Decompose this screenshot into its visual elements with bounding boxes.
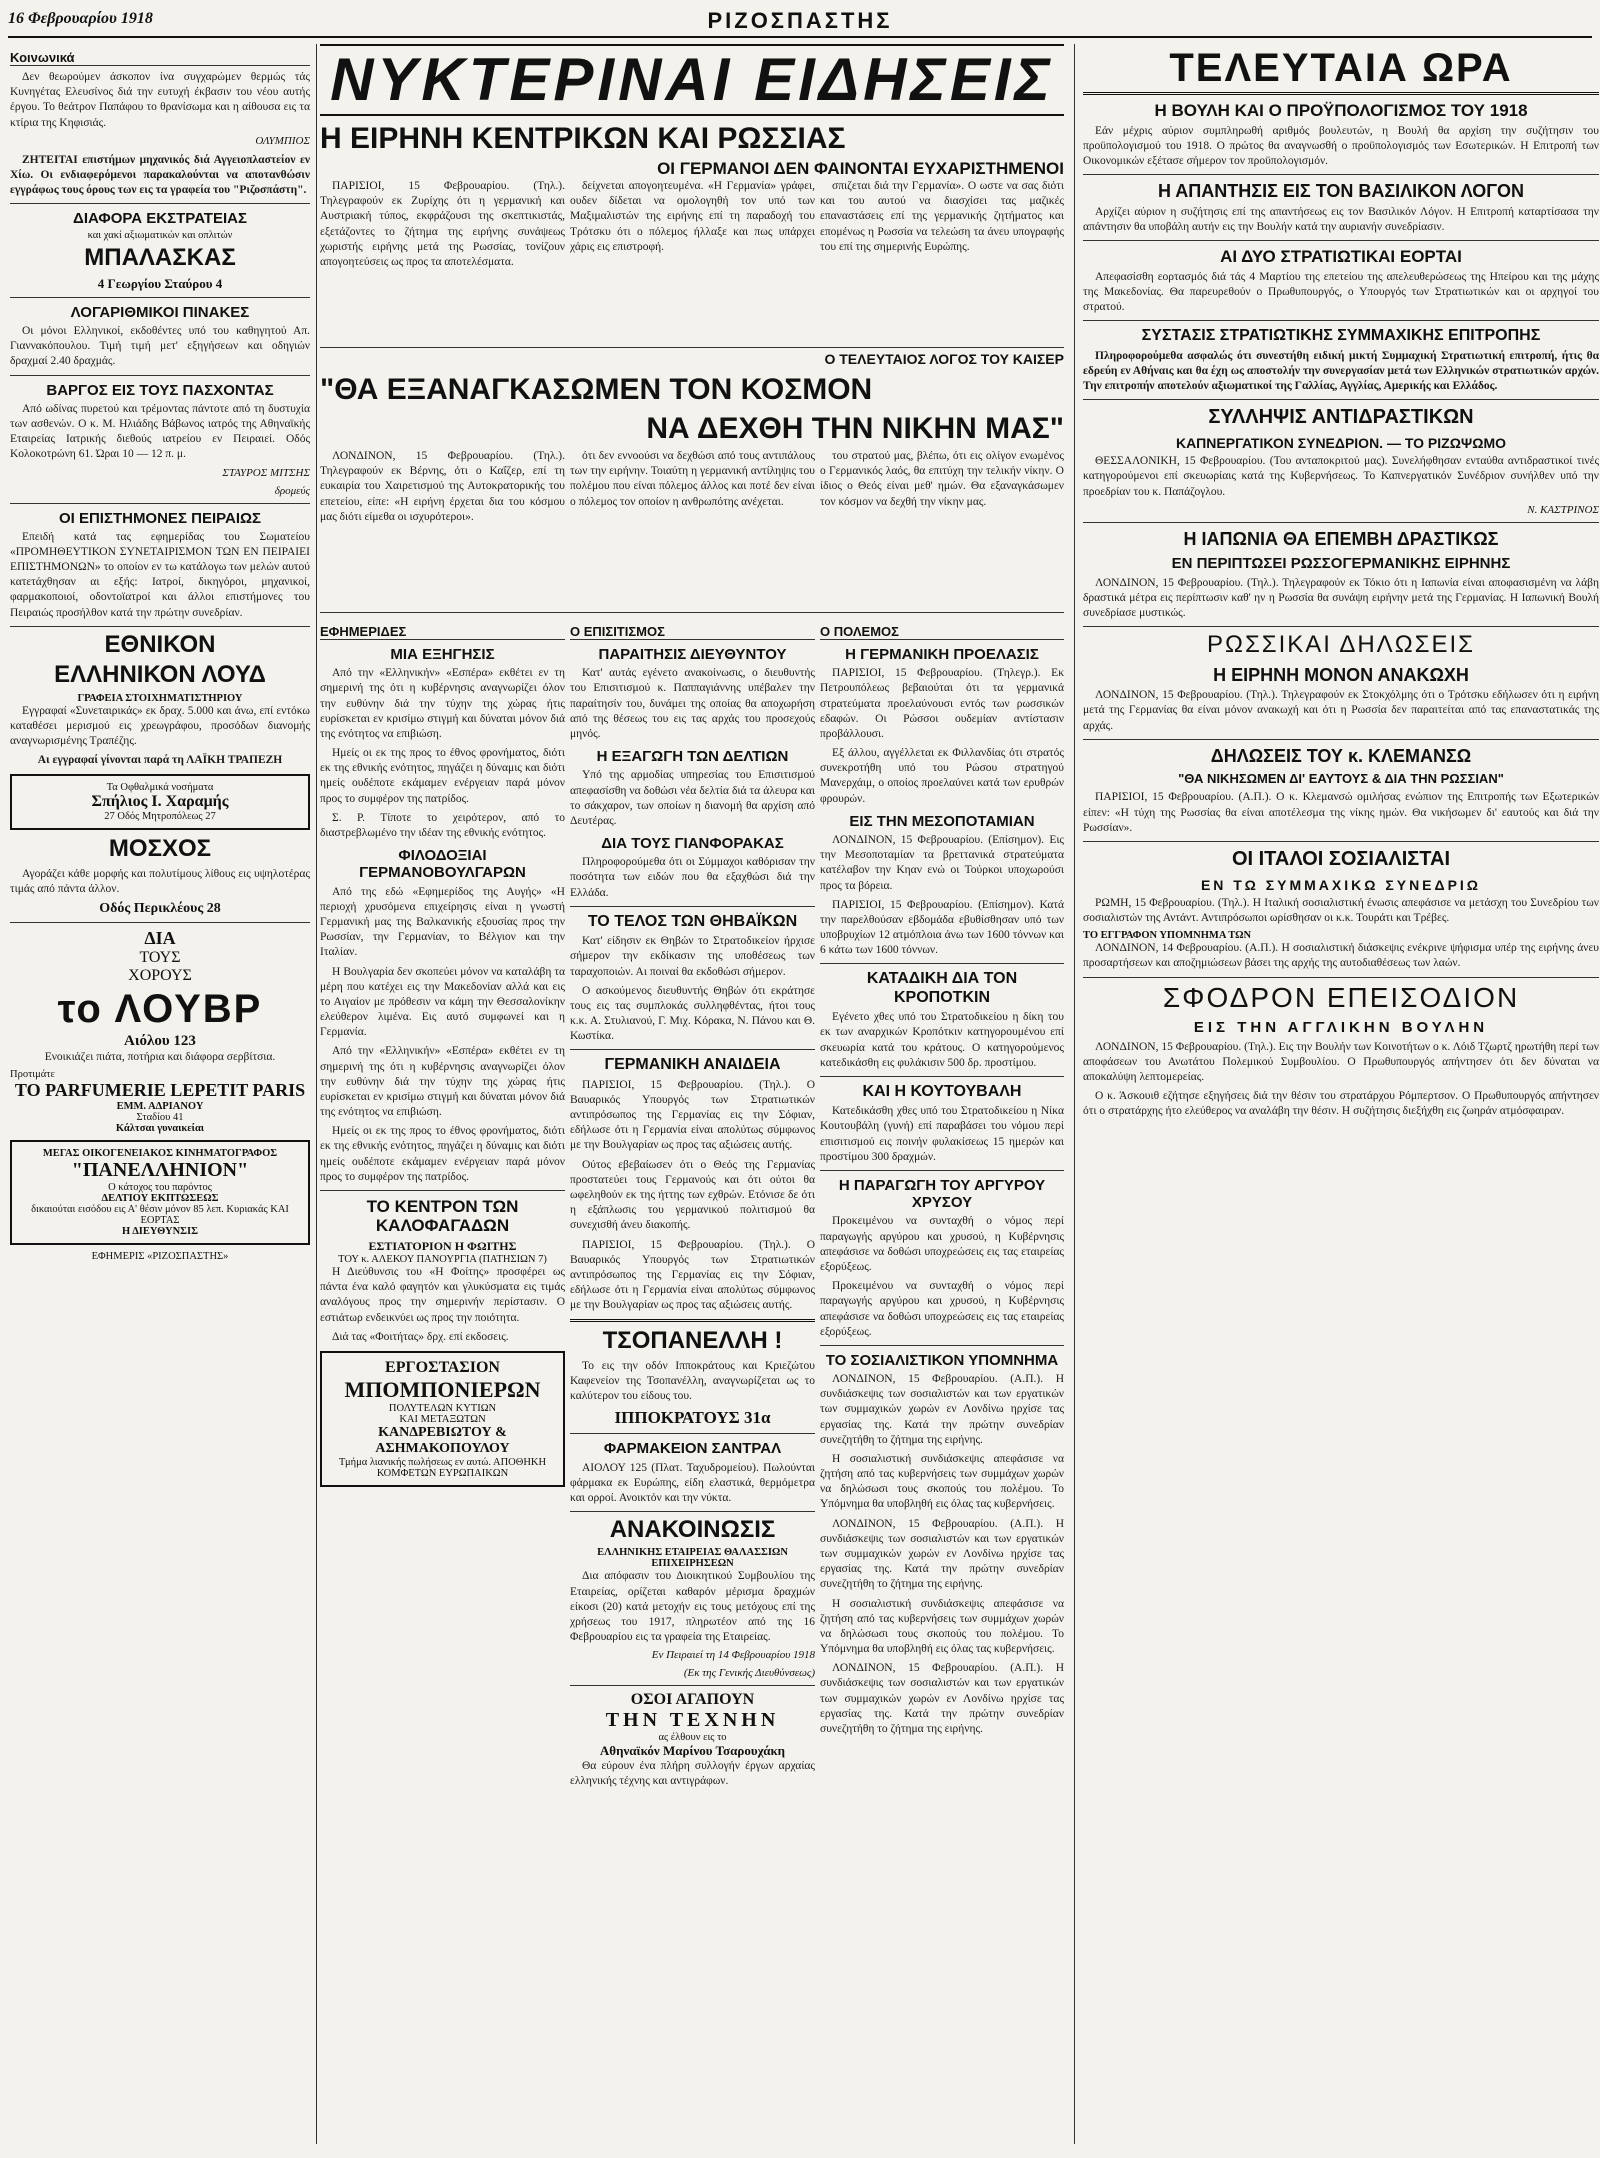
budget-text: Εάν μέχρις αύριον συμπληρωθή αριθμός βουλευτών, η Βουλή θα αρχίση την συζήτησιν του προϋπολογισμού του 1918. Ο πρώτος θα αναγνωσθή ο προϋπολογισμός των Εσωτερικών. Η Επιτροπή των Οικονομικών εξέτασε σήμερον τον προϋπολογισμόν. [1083, 124, 1599, 167]
incident-text-2: Ο κ. Άσκουιθ εζήτησε εξηγήσεις διά την θέσιν του στρατάρχου Ρόμπερτσον. Ο Πρωθυπουργός απήντησεν ότι ο στρατάρχης ήτο ελεύθερος να αναλάβη την θέσιν. Η συζήτησις διεξήχθη εις ζωηράν ατμόσφαιραν. [1083, 1090, 1599, 1118]
ergo-line-6: Τμήμα λιανικής πωλήσεως εν αυτώ. ΑΠΟΘΗΚΗ ΚΟΜΦΕΤΩΝ ΕΥΡΩΠΑΙΚΩΝ [338, 1456, 547, 1479]
germ-p1: ΠΑΡΙΣΙΟΙ, 15 Φεβρουαρίου. (Τηλ.). Ο Βαυαρικός Υπουργός των Στρατιωτικών αντιπρόσωπος της Γερμανίας εις την Σόφιαν, εδήλωσε ότι η Γερμανία είναι απολύτως σύμφωνος με την Βουλγαρίαν ως προς τας αξιώσεις αυτής. [570, 1078, 815, 1152]
cinema-coupon [10, 1140, 310, 1245]
ergo-line-4: ΚΑΙ ΜΕΤΑΞΩΤΩΝ [399, 1413, 486, 1425]
anakoinosis-date: Εν Πειραιεί τη 14 Φεβρουαρίου 1918 [651, 1649, 815, 1662]
anakoinosis-sub: ΕΛΛΗΝΙΚΗΣ ΕΤΑΙΡΕΙΑΣ ΘΑΛΑΣΣΙΩΝ ΕΠΙΧΕΙΡΗΣΕΩΝ [597, 1547, 788, 1570]
kalofagadon-title: ΤΟ ΚΕΝΤΡΟΝ ΤΩΝ ΚΑΛΟΦΑΓΑΔΩΝ [366, 1196, 519, 1236]
bargos-text: Από ωδίνας πυρετού και τρέμοντας πάντοτε από τη δυστυχία των ασθενών. Ο κ. Μ. Ηλιάδης Βάβωνος ιατρός της Αθηναϊκής Εταιρείας Ιατρικής διεθούς ιατρείου εν Πειραιεί. Οδός Κολοκοτρώνη 61. Ώραι 10 — 12 π. μ. [10, 402, 310, 461]
koutouvali-text: Κατεδικάσθη χθες υπό του Στρατοδικείου η Νίκα Κουτουβάλη (γυνή) επί παραβάσει του νόμου περί επισιτισμού εις ποινήν φυλακίσεως 15 ημερών και προστίμου 300 δραχμών. [820, 1105, 1064, 1163]
peace-p3: σπιζεται διά την Γερμανία». Ο ωστε να σας διότι και του αυτού να διασχίσει τας μαζικές επαναστάσεις επί της γερμανικής ζητήματος και επομένως η Ρωσσία να τελεώση τα άνευ υπογραφής του επί της σημερινής Ευρώπης. [820, 180, 1064, 253]
farmakeion-text: ΑΙΟΛΟΥ 125 (Πλατ. Ταχυδρομείου). Πωλούνται φάρμακα εκ Ευρώπης, είδη ελαστικά, θερμόμετρα και ορροί. Ανοικτόν και την νύκτα. [570, 1461, 815, 1504]
bargos-signature: ΣΤΑΥΡΟΣ ΜΙΤΣΗΣ [222, 466, 310, 479]
night-news-title: ΝΥΚΤΕΡΙΝΑΙ ΕΙΔΗΣΕΙΣ [320, 44, 1064, 116]
phil-p4: Ημείς οι εκ της προς το έθνος φρονήματος, διότι εκ της εθνικής ενότητος, πηγάζει η δύναμις και διότι ημείς ουδέποτε εκάμαμεν ενέργειαν παρά μόνον προς το συμφέρον της πατρίδος. [320, 1125, 565, 1183]
diaboroa-sub: και χακί αξιωματικών και οπλιτών [87, 230, 233, 242]
sos-p3: ΛΟΝΔΙΝΟΝ, 15 Φεβρουαρίου. (Α.Π.). Η συνδιάσκεψις των σοσιαλιστών και των εργατικών των συμμαχικών χωρών εν Λονδίνω ηρχίσε τας εργασίας της. Κατά την πρώτην συνεδρίαν συνεζητήθη το ζήτημα της ειρήνης. [820, 1517, 1064, 1591]
paragogi-text-2: Προκειμένου να συνταχθή ο νόμος περί παραγωγής αργύρου και χρυσού, η Κυβέρνησις απεφάσισε να δοθώσι υποχρεώσεις εις τας εταιρείας εξορύξεως. [820, 1280, 1064, 1338]
cinema-line-5: δικαιούται εισόδου εις Α' θέσιν μόνον 85 λεπ. Κυριακάς ΚΑΙ ΕΟΡΤΑΣ [31, 1204, 289, 1227]
koinonika-signature: ΟΛΥΜΠΙΟΣ [255, 134, 310, 147]
anakoinosis-title: ΑΝΑΚΟΙΝΩΣΙΣ [609, 1516, 776, 1544]
louvr-dia: ΔΙΑ [144, 928, 176, 949]
ergostasion-ad [320, 1351, 565, 1487]
phil-p3: Από την «Ελληνικήν» «Εσπέρα» εκθέτει εν τη σημερινή της ότι η κυβέρνησις αναγνωρίζει όλον την ευθύνην διά την τύχην της χώρας ήτις ευρίσκεται εν κρισίμω στιγμή και δύναται μόνον διά της ενότητος να επιβιώση. [320, 1045, 565, 1119]
balaskas-address: 4 Γεωργίου Σταύρου 4 [97, 275, 223, 291]
footer-note: ΕΦΗΜΕΡΙΣ «ΡΙΖΟΣΠΑΣΤΗΣ» [91, 1251, 229, 1263]
incident-text-1: ΛΟΝΔΙΝΟΝ, 15 Φεβρουαρίου. (Τηλ.). Εις την Βουλήν των Κοινοτήτων ο κ. Λόιδ Τζωρτζ ηρωτήθη περί των αποφάσεων του Ανωτάτου Πολεμικού Συμβουλίου. Ο Πρωθυπουργός απήντησεν ότι δεν δύναται να αποκαλύψη λεπτομερείας. [1083, 1040, 1599, 1084]
incident-subheadline: ΕΙΣ ΤΗΝ ΑΓΓΛΙΚΗΝ ΒΟΥΛΗΝ [1193, 1019, 1489, 1037]
ergo-line-3: ΠΟΛΥΤΕΛΩΝ ΚΥΤΙΩΝ [388, 1402, 497, 1414]
ephimerides-title: ΕΦΗΜΕΡΙΔΕΣ [320, 624, 565, 640]
ergo-line-5: ΚΑΝΔΡΕΒΙΩΤΟΥ & ΑΣΗΜΑΚΟΠΟΥΛΟΥ [375, 1424, 510, 1456]
tsopanelli-title: ΤΣΟΠΑΝΕΛΛΗ ! [602, 1327, 783, 1355]
russian-statements-headline: ΡΩΣΣΙΚΑΙ ΔΗΛΩΣΕΙΣ [1207, 631, 1475, 659]
kalofagadon-address: ΤΟΥ κ. ΑΛΕΚΟΥ ΠΑΝΟΥΡΓΙΑ (ΠΑΤΗΣΙΩΝ 7) [338, 1254, 547, 1265]
episitismos-title: Ο ΕΠΙΣΙΤΙΣΜΟΣ [570, 624, 815, 640]
louvr-text: Ενοικιάζει πιάτα, ποτήρια και διάφορα σερβίτσια. [44, 1051, 276, 1064]
kalofagadon-sub: ΕΣΤΙΑΤΟΡΙΟΝ Η ΦΩΙΤΗΣ [368, 1239, 517, 1253]
ethnikon-title-2: ΕΛΛΗΝΙΚΟΝ ΛΟΥΔ [54, 661, 266, 689]
clemenceau-text: ΠΑΡΙΣΙΟΙ, 15 Φεβρουαρίου. (Α.Π.). Ο κ. Κλεμανσώ ομιλήσας ενώπιον της Επιτροπής των Εξωτερικών είπεν: «Η τύχη της Ρωσσίας θα είναι αποτέλεσμα της νίκης ημών. Θα νικήσωμεν δι' εαυτούς και διά την Ρωσσίαν». [1083, 791, 1599, 834]
bargos-signature-role: δρομεύς [274, 484, 310, 497]
kaiser-section-title: Ο ΤΕΛΕΥΤΑΙΟΣ ΛΟΓΟΣ ΤΟΥ ΚΑΙΣΕΡ [320, 347, 1064, 367]
diaboroa-title: ΔΙΑΦΟΡΑ ΕΚΣΤΡΑΤΕΙΑΣ [73, 210, 247, 228]
japan-subheadline: ΕΝ ΠΕΡΙΠΤΩΣΕΙ ΡΩΣΣΟΓΕΡΜΑΝΙΚΗΣ ΕΙΡΗΝΗΣ [1171, 555, 1511, 573]
right-column [1074, 44, 1599, 2144]
kalofagadon-text: Η Διεύθυνσις του «Η Φοίτης» προσφέρει ως πάντα ένα καλό φαγητόν και γλυκύσματα εις τιμάς αναλόγους προς την σημερινήν περίστασιν. Ο εστιάτωρ ενδεικνύει ως προς την ποιότητα. [320, 1266, 565, 1324]
germ-p3: ΠΑΡΙΣΙΟΙ, 15 Φεβρουαρίου. (Τηλ.). Ο Βαυαρικός Υπουργός των Στρατιωτικών αντιπρόσωπος της Γερμανίας εις την Σόφιαν, εδήλωσε ότι η Γερμανία είναι απολύτως σύμφωνος με την Βουλγαρίαν ως προς τας αξιώσεις αυτής. [570, 1238, 815, 1312]
parfumerie-name: TO PARFUMERIE LEPETIT PARIS [14, 1080, 306, 1101]
masthead [8, 8, 1592, 38]
germaniki-title: ΓΕΡΜΑΝΙΚΗ ΑΝΑΙΔΕΙΑ [604, 1056, 781, 1074]
philodoxiai-title: ΦΙΛΟΔΟΞΙΑΙ ΓΕΡΜΑΝΟΒΟΥΛΓΑΡΩΝ [359, 847, 526, 882]
parfumerie-owner: ΕΜΜ. ΑΔΡΙΑΝΟΥ [116, 1101, 204, 1113]
sos-p2: Η σοσιαλιστική συνδιάσκεψις απεφάσισε να ζητήση από τας κυβερνήσεις των συμμάχων χωρών να δηλώσωσι τους σκοπούς του πολέμου. Το Υπόμνημα θα υποβληθή εις όλας τας κυβερνήσεις. [820, 1452, 1064, 1511]
epistimones-title: ΟΙ ΕΠΙΣΤΗΜΟΝΕΣ ΠΕΙΡΑΙΩΣ [58, 509, 262, 527]
pol-p2: Εξ άλλου, αγγέλλεται εκ Φιλλανδίας ότι στρατός συνεκροτήθη υπό του Ρώσου στρατηγού Μανερχάιμ, ο οποίος προελαύνει κατά των ερυθρών φρουρών. [820, 747, 1064, 805]
ophthalmika-name: Σπήλιος Ι. Χαραμής [91, 793, 229, 811]
last-hour-title: ΤΕΛΕΥΤΑΙΑ ΩΡΑ [1083, 48, 1599, 95]
louvr-xorous: ΧΟΡΟΥΣ [128, 967, 192, 985]
ergo-line-1: ΕΡΓΟΣΤΑΣΙΟΝ [385, 1358, 500, 1376]
ethnikon-title: ΕΘΝΙΚΟΝ [104, 630, 216, 658]
allied-committee-text: Πληροφορούμεθα ασφαλώς ότι συνεστήθη ειδική μικτή Συμμαχική Στρατιωτική επιτροπή, ήτις θα εδρεύη εν Αθήναις και θα έχη ως αποστολήν την συνεργασίαν μετά των Ελληνικών στρατιωτικών αρχών. Την επιτροπήν αποτελούν αξιωματικοί της Γαλλίας, Αγγλίας, Αμερικής και Ελλάδος. [1083, 349, 1599, 392]
japan-text: ΛΟΝΔΙΝΟΝ, 15 Φεβρουαρίου. (Τηλ.). Τηλεγραφούν εκ Τόκιο ότι η Ιαπωνία είναι αποφασισμένη να λάβη δραστικά μέτρα εις περίπτωσιν καθ' ην η Ρωσσία θα συνάψη ειρήνην μετά της Γερμανίας. Η Ιαπωνική Βουλή συνεδρίασε μυστικώς. [1083, 576, 1599, 619]
sosialistiko-title: ΤΟ ΣΟΣΙΑΛΙΣΤΙΚΟΝ ΥΠΟΜΝΗΜΑ [825, 1351, 1059, 1369]
peace-subheadline: ΟΙ ΓΕΡΜΑΝΟΙ ΔΕΝ ΦΑΙΝΟΝΤΑΙ ΕΥΧΑΡΙΣΤΗΜΕΝΟΙ [657, 159, 1064, 178]
polemos-title: Ο ΠΟΛΕΜΟΣ [820, 624, 1064, 640]
balaskas-name: ΜΠΑΛΑΣΚΑΣ [84, 244, 236, 272]
italian-socialists-headline: ΟΙ ΙΤΑΛΟΙ ΣΟΣΙΑΛΙΣΤΑΙ [1231, 847, 1451, 870]
arrests-headline: ΣΥΛΛΗΨΙΣ ΑΝΤΙΔΡΑΣΤΙΚΩΝ [1208, 406, 1474, 429]
koinonika-title: Κοινωνικά [10, 50, 310, 66]
japan-headline: Η ΙΑΠΩΝΙΑ ΘΑ ΕΠΕΜΒΗ ΔΡΑΣΤΙΚΩΣ [1183, 528, 1499, 549]
ephim-p1: Από την «Ελληνικήν» «Εσπέρα» εκθέτει εν τη σημερινή της ότι η κυβέρνησις αναγνωρίζει όλον την ευθύνην διά την τύχην της χώρας ήτις ευρίσκεται εν κρισίμω στιγμή και δύναται μόνον διά της ενότητος να επιβιώση. [320, 667, 565, 740]
koutouvali-title: ΚΑΙ Η ΚΟΥΤΟΥΒΑΛΗ [862, 1082, 1022, 1100]
louvr-tous: ΤΟΥΣ [139, 949, 181, 967]
louvr-name: το ΛΟΥΒΡ [57, 987, 263, 1032]
laiki-line: Αι εγγραφαί γίνονται παρά τη ΛΑΪΚΗ ΤΡΑΠΕΖΗ [37, 754, 283, 767]
koinonika-text: Δεν θεωρούμεν άσκοπον ίνα συγχαρώμεν θερμώς τάς Κυνηγέτας Ελευσίνος διά την ευτυχή έκβασιν του νέου αυτής έργου. Το θεάτρον Παπάφου το θρανίσωμα και η αίθουσα εις τα κτίρια της Κηφισιάς. [10, 71, 310, 129]
pol-p3: ΛΟΝΔΙΝΟΝ, 15 Φεβρουαρίου. (Επίσημον). Εις την Μεσοποταμίαν τα βρεττανικά στρατεύματα κατέλαβον την Κηαν ενώ οι Τούρκοι υποχωρούσι προς τα βόρεια. [820, 834, 1064, 892]
parfumerie-tail: Κάλτσαι γυναικείαι [115, 1123, 205, 1135]
logarithmikoi-title: ΛΟΓΑΡΙΘΜΙΚΟΙ ΠΙΝΑΚΕΣ [70, 303, 250, 321]
budget-headline: Η ΒΟΥΛΗ ΚΑΙ Ο ΠΡΟΫΠΟΛΟΓΙΣΜΟΣ ΤΟΥ 1918 [1154, 101, 1528, 120]
ephim-p2: Ημείς οι εκ της προς το έθνος φρονήματος, διότι εκ της εθνικής ενότητος, πηγάζει η δύναμις και διότι ημείς ουδέποτε εκάμαμεν ενέργειαν παρά μόνον προς το συμφέρον της πατρίδος. [320, 747, 565, 805]
episitismos-column [570, 618, 815, 1998]
moschos-text: Αγοράζει κάθε μορφής και πολυτίμους λίθους εις υψηλοτέρας τιμάς από πάντα άλλον. [10, 867, 310, 895]
military-feasts-headline: ΑΙ ΔΥΟ ΣΤΡΑΤΙΩΤΙΚΑΙ ΕΟΡΤΑΙ [1220, 247, 1462, 267]
mesopotamia-title: ΕΙΣ ΤΗΝ ΜΕΣΟΠΟΤΑΜΙΑΝ [849, 812, 1035, 830]
gianforakas-title: ΔΙΑ ΤΟΥΣ ΓΙΑΝΦΟΡΑΚΑΣ [601, 835, 784, 853]
tsopanelli-text: Το εις την οδόν Ιπποκράτους και Κριεζώτου Καφενείον της Τσοπανέλλη, αναγνωρίζεται ως το καλύτερον του είδους του. [570, 1359, 815, 1403]
parfumerie-pre: Προτιμάτε [10, 1069, 55, 1081]
pol-p4: ΠΑΡΙΣΙΟΙ, 15 Φεβρουαρίου. (Επίσημον). Κατά την παρελθούσαν εβδομάδα εβυθίσθησαν υπό των υποβρυχίων 12 ατμόπλοια άνω των 1600 τόννων και 6 κάτω των 1600 τόννων. [820, 898, 1064, 957]
kalofagadon-tail: Διά τας «Φοιτήτας» δρχ. επί εκδοσεις. [332, 1330, 509, 1343]
kaiser-p1: ΛΟΝΔΙΝΟΝ, 15 Φεβρουαρίου. (Τηλ.). Τηλεγραφούν εκ Βέρνης, ότι ο Καΐζερ, επί τη ευκαιρία του Χαιρετισμού της Αυτοκρατορικής του επετείου, είπε: «Η ειρήνη έρχεται δια του κόσμου μας διότι είμεθα οι ισχυρότεροι». [320, 450, 565, 523]
logarithmikoi-text: Οι μόνοι Ελληνικοί, εκδοθέντες υπό του καθηγητού Απ. Γιαννακόπουλου. Τιμή τιμή μετ' εξηγήσεων και οδηγιών δραχμαί 2.40 δραχμάς. [10, 325, 310, 368]
agapoun-line-3: ας έλθουν εις το [658, 1732, 727, 1744]
polemos-column [820, 618, 1064, 1998]
incident-headline: ΣΦΟΔΡΟΝ ΕΠΕΙΣΟΔΙΟΝ [1162, 981, 1520, 1013]
sos-p4: Η σοσιαλιστική συνδιάσκεψις απεφάσισε να ζητήση από τας κυβερνήσεις των συμμάχων χωρών να δηλώσωσι τους σκοπούς του πολέμου. Το Υπόμνημα θα υποβληθή εις όλας τας κυβερνήσεις. [820, 1597, 1064, 1656]
agapoun-text: Θα εύρουν ένα πλήρη συλλογήν έργων αρχαίας ελληνικής τέχνης και αντιγράφων. [570, 1760, 815, 1788]
issue-date: 16 Φεβρουαρίου 1918 [8, 10, 153, 27]
agapoun-line-1: ΟΣΟΙ ΑΓΑΠΟΥΝ [630, 1691, 755, 1709]
ethnikon-sub: ΓΡΑΦΕΙΑ ΣΤΟΙΧΗΜΑΤΙΣΤΗΡΙΟΥ [77, 692, 243, 704]
egrafon-text: ΛΟΝΔΙΝΟΝ, 14 Φεβρουαρίου. (Α.Π.). Η σοσιαλιστική διάσκεψις ενέκρινε ψήφισμα υπέρ της ειρήνης άνευ προσαρτήσεων και αποζημιώσεων βάσει της αρχής της αυτοδιαθέσεως των λαών. [1083, 942, 1599, 970]
bargos-title: ΒΑΡΓΟΣ ΕΙΣ ΤΟΥΣ ΠΑΣΧΟΝΤΑΣ [46, 381, 274, 399]
kaiser-p3: του στρατού μας, βλέπω, ότι εις ολίγον ενωμένος ο Γερμανικός λαός, θα επιτύχη την τελικήν νίκην. Ο ίδιος ο Θεός είναι μεθ' ημών. Θα εξαναγκάσωμεν τον κόσμον να δεχθή την νίκην μας. [820, 450, 1064, 508]
italian-socialists-sub: ΕΝ ΤΩ ΣΥΜΜΑΧΙΚΩ ΣΥΝΕΔΡΙΩ [1200, 876, 1482, 893]
germ-p2: Ούτος εβεβαίωσεν ότι ο Θεός της Γερμανίας προστατεύει τους Γερμανούς και ότι ούτοι θα ωφεληθούν εκ της ήττης των εχθρών. Ετόνισε δε ότι η εξάπλωσις του γερμανικού πολιτισμού θα συνεχισθή άνευ διακοπής. [570, 1158, 815, 1232]
mia-exigisis-title: ΜΙΑ ΕΞΗΓΗΣΙΣ [390, 646, 495, 663]
paraitisis-title: ΠΑΡΑΙΤΗΣΙΣ ΔΙΕΥΘΥΝΤΟΥ [598, 646, 787, 663]
clemenceau-subheadline: "ΘΑ ΝΙΚΗΣΩΜΕΝ ΔΙ' ΕΑΥΤΟΥΣ & ΔΙΑ ΤΗΝ ΡΩΣΣΙΑΝ" [1178, 771, 1504, 787]
thiv-p2: Ο ασκούμενος διευθυντής Θηβών ότι εκράτησε τους εις τας συμπλοκάς συλληφθέντας, ήτοι τους κ.κ. Α. Στυλιανού, Γ. Μιχ. Κόρακα, Ν. Πάνου και Θ. Κωστίκα. [570, 984, 815, 1043]
arrests-signature: Ν. ΚΑΣΤΡΙΝΟΣ [1527, 503, 1599, 516]
agapoun-line-2: ΤΗΝ ΤΕΧΝΗΝ [605, 1709, 780, 1732]
newspaper-name: ΡΙΖΟΣΠΑΣΤΗΣ [707, 8, 893, 33]
epis-p2: Υπό της αρμοδίας υπηρεσίας του Επισιτισμού απεφασίσθη να δοθώσι νέα δελτία διά τα άλευρα και το σάκχαρον, των οποίων η διανομή θα αρχίση από Δευτέρας. [570, 769, 815, 827]
kaiser-article [320, 449, 1064, 607]
kropotkin-title: ΚΑΤΑΔΙΚΗ ΔΙΑ ΤΟΝ ΚΡΟΠΟΤΚΙΝ [866, 970, 1018, 1006]
epis-p3: Πληροφορούμεθα ότι οι Σύμμαχοι καθόρισαν την ποσότητα των ειδών που θα εξαχθώσι διά την Ελλάδα. [570, 856, 815, 899]
military-feasts-text: Απεφασίσθη εορτασμός διά τάς 4 Μαρτίου της επετείου της απελευθερώσεως της Ηπείρου και της μάχης της Μακεδονίας. Θα παρευρεθούν ο Πρωθυπουργός, ο Υπουργός των Στρατιωτικών και οι αρχηγοί του στρατού. [1083, 270, 1599, 313]
royal-speech-text: Αρχίζει αύριον η συζήτησις επί της απαντήσεως εις τον Βασιλικόν Λόγον. Η Επιτροπή καταρτίσασα την απάντησιν θα υποβάλη αυτήν εις την Βουλήν κατά την αυριανήν συνεδρίασιν. [1083, 205, 1599, 233]
farmakeion-title: ΦΑΡΜΑΚΕΙΟΝ ΣΑΝΤΡΑΛ [603, 1440, 782, 1458]
arrests-text: ΘΕΣΣΑΛΟΝΙΚΗ, 15 Φεβρουαρίου. (Του ανταποκριτού μας). Συνελήφθησαν ενταύθα αντιδραστικοί τινές κατηγορούμενοι επί σκευωρίαις κατά της Κυβερνήσεως. Το Καπνεργατικόν Συνέδριον συνήλθεν υπό την προεδρίαν του κ. Παπάζογλου. [1083, 455, 1599, 498]
parfumerie-address: Σταδίου 41 [136, 1112, 184, 1124]
paragogi-title: Η ΠΑΡΑΓΩΓΗ ΤΟΥ ΑΡΓΥΡΟΥ ΧΡΥΣΟΥ [838, 1176, 1046, 1212]
cinema-line-3: Ο κάτοχος του παρόντος [108, 1182, 212, 1194]
exagogi-title: Η ΕΞΑΓΩΓΗ ΤΩΝ ΔΕΛΤΙΩΝ [596, 748, 789, 766]
kaiser-p2: ότι δεν εννοούσι να δεχθώσι από τους αντιπάλους των την ειρήνην. Τοιαύτη η γερμανική αντίληψις του πολέμου που είναι πόλεμος άλλος και ποτέ δεν είναι ο πόλεμος τον οποίον η ανθρωπότης ανέχεται. [570, 450, 815, 508]
royal-speech-headline: Η ΑΠΑΝΤΗΣΙΣ ΕΙΣ ΤΟΝ ΒΑΣΙΛΙΚΟΝ ΛΟΓΟΝ [1157, 181, 1525, 202]
peace-article [320, 179, 1064, 347]
agapoun-line-4: Αθηναϊκόν Μαρίνου Τσαρουχάκη [599, 1743, 786, 1759]
ephim-p3: Σ. Ρ. Τίποτε το χειρότερον, από το διαστρεβλωμένο την ιδέαν της εθνικής ενότητος. [320, 811, 565, 839]
thivaikon-title: ΤΟ ΤΕΛΟΣ ΤΩΝ ΘΗΒΑΪΚΩΝ [587, 912, 798, 930]
russian-statements-sub: Η ΕΙΡΗΝΗ ΜΟΝΟΝ ΑΝΑΚΩΧΗ [1213, 664, 1469, 685]
epistimones-text: Επειδή κατά τας εφημερίδας του Σωματείου «ΠΡΟΜΗΘΕΥΤΙΚΟΝ ΣΥΝΕΤΑΙΡΙΣΜΟΝ ΤΩΝ ΕΝ ΠΕΙΡΑΙΕΙ ΕΠΙΣΤΗΜΟΝΩΝ» το οποίον εν τω κατάλογω των μελών αυτού κατετάχθησαν αι εξής: Ιατροί, δικηγόροι, μηχανικοί, φαρμακοποιοί, οδοντοϊατροί και άλλοι επιστήμονες του Πειραιώς προσήλθον κατά την πρώτην συνεδρίαν. [10, 530, 310, 619]
louvr-address: Αιόλου 123 [124, 1033, 196, 1050]
peace-headline: Η ΕΙΡΗΝΗ ΚΕΝΤΡΙΚΩΝ ΚΑΙ ΡΩΣΣΙΑΣ [320, 122, 846, 155]
cinema-line-6: Η ΔΙΕΥΘΥΝΣΙΣ [122, 1226, 198, 1238]
left-column [10, 44, 317, 2144]
ephimerides-column [320, 618, 565, 1998]
anakoinosis-signature: (Εκ της Γενικής Διευθύνσεως) [683, 1667, 815, 1680]
allied-committee-headline: ΣΥΣΤΑΣΙΣ ΣΤΡΑΤΙΩΤΙΚΗΣ ΣΥΜΜΑΧΙΚΗΣ ΕΠΙΤΡΟΠΗΣ [1141, 327, 1541, 345]
sos-p5: ΛΟΝΔΙΝΟΝ, 15 Φεβρουαρίου. (Α.Π.). Η συνδιάσκεψις των σοσιαλιστών και των εργατικών των συμμαχικών χωρών εν Λονδίνω ηρχίσε τας εργασίας της. Κατά την πρώτην συνεδρίαν συνεζητήθη το ζήτημα της ειρήνης. [820, 1662, 1064, 1735]
ethnikon-text: Εγγραφαί «Συνεταιρικάς» εκ δραχ. 5.000 και άνω, επί εντόκω καταθέσει μερισμού εις χρεωγράφου, προσόδων διανομής αναγνωρισμένης Τραπέζης. [10, 704, 310, 747]
ophthalmika-title: Τα Οφθαλμικά νοσήματα [106, 782, 214, 794]
peace-p2: δείχνεται απογοητευμένα. «Η Γερμανία» γράφει, ουδεν δίδεται να ομολογηθή τον υπό των Μαξιμαλιστών της ειρήνης επί τη παραδοχή του Τρότσκυ ότι ο πόλεμος ήλλαξε και πως υπάρχει χάρις εις επιστροφή. [570, 180, 815, 253]
egrafon-title: ΤΟ ΕΓΓΡΑΦΟΝ ΥΠΟΜΝΗΜΑ ΤΩΝ [1083, 930, 1252, 942]
clemenceau-headline: ΔΗΛΩΣΕΙΣ ΤΟΥ κ. ΚΛΕΜΑΝΣΩ [1210, 745, 1472, 766]
kaiser-headline: "ΘΑ ΕΞΑΝΑΓΚΑΣΩΜΕΝ ΤΟΝ ΚΟΣΜΟΝ [320, 373, 873, 406]
phil-p1: Από της εδώ «Εφημερίδος της Αυγής» «Η περιοχή χρυσόμενα επιχείρησις είναι η γνωστή Γερμανική μας της Βαλκανικής εξουσίας προς την Ρωσσίαν, την Γερμανίαν, το Βέλγιον και την Ιταλίαν. [320, 885, 565, 959]
kropotkin-text: Εγένετο χθες υπό του Στρατοδικείου η δίκη του εκ των αναρχικών Κροπότκιν κατηγορουμένου επί σκευωρία κατά του κράτους. Ο κατηγορούμενος κατεδικάσθη εις φυλάκισιν 500 δρ. προστίμου. [820, 1011, 1064, 1069]
phil-p2: Η Βουλγαρία δεν σκοπεύει μόνον να καταλάβη τα μέρη που κατέχει εις την Μακεδονίαν αλλά και εις το Αιγαίον με πρόθεσιν να κάμη την Θεσσαλονίκην ελεύθερον λιμένα. Εις αυτό συμφωνεί και η Γερμανία. [320, 965, 565, 1039]
paragogi-text: Προκειμένου να συνταχθή ο νόμος περί παραγωγής αργύρου και χρυσού, η Κυβέρνησις απεφάσισε να δοθώσι υποχρεώσεις εις τας εταιρείας εξορύξεως. [820, 1215, 1064, 1273]
center-column [320, 44, 1064, 2144]
sos-p1: ΛΟΝΔΙΝΟΝ, 15 Φεβρουαρίου. (Α.Π.). Η συνδιάσκεψις των σοσιαλιστών και των εργατικών των συμμαχικών χωρών εν Λονδίνω ηρχίσε τας εργασίας της. Κατά την πρώτην συνεδρίαν συνεζητήθη το ζήτημα της ειρήνης. [820, 1373, 1064, 1446]
ergo-line-2: ΜΠΟΜΠΟΝΙΕΡΩΝ [344, 1376, 541, 1402]
cinema-name: "ΠΑΝΕΛΛΗΝΙΟΝ" [71, 1159, 249, 1182]
thiv-p1: Κατ' είδησιν εκ Θηβών το Στρατοδικείον ήρχισε σήμερον την εκδίκασιν της υποθέσεως των ταραχοποιών. Αι ποιναί θα εκδοθώσι σήμερον. [570, 935, 815, 978]
cinema-line-4: ΔΕΛΤΙΟΥ ΕΚΠΤΩΣΕΩΣ [101, 1193, 219, 1205]
ippokratous-line: ΙΠΠΟΚΡΑΤΟΥΣ 31α [614, 1408, 771, 1428]
arrests-subheadline: ΚΑΠΝΕΡΓΑΤΙΚΟΝ ΣΥΝΕΔΡΙΟΝ. — ΤΟ ΡΙΖΩΨΩΜΟ [1175, 435, 1507, 452]
moschos-address: Οδός Περικλέους 28 [99, 901, 221, 917]
epis-p1: Κατ' αυτάς εγένετο ανακοίνωσις, ο διευθυντής του Επισιτισμού κ. Παππαγιάννης υπέβαλεν την παραίτησίν του, δυνάμει της οποίας θα αποχωρήση από της θέσεως του εις τας αρχάς του προσεχούς μηνός. [570, 667, 815, 740]
russian-statements-text: ΛΟΝΔΙΝΟΝ, 15 Φεβρουαρίου. (Τηλ.). Τηλεγραφούν εκ Στοκχόλμης ότι ο Τρότσκυ εδήλωσεν ότι η ειρήνη μετά της Γερμανίας θα είναι μόνον ανακωχή και ότι η Ρωσσία δεν παραιτείται από τας επαναστατικάς της αρχάς. [1083, 689, 1599, 732]
peace-p1: ΠΑΡΙΣΙΟΙ, 15 Φεβρουαρίου. (Τηλ.). Τηλεγραφούν εκ Ζυρίχης ότι η γερμανική και Αυστριακή τύπος, εκφράζουσι της σκεπτικιστάς, εξετάζοντες το ζήτημα της ειρήνης συνάψεως χωριστής ειρήνης μετά της Ρωσσίας, τονίζουν απογοητεύσεις ως προς τα αποτελέσματα. [320, 180, 565, 268]
cinema-line-1: ΜΕΓΑΣ ΟΙΚΟΓΕΝΕΙΑΚΟΣ ΚΙΝΗΜΑΤΟΓΡΑΦΟΣ [42, 1148, 278, 1160]
anakoinosis-text: Δια απόφασιν του Διοικητικού Συμβουλίου της Εταιρείας, ορίζεται καθαρόν μέρισμα δραχμών είκοσι (20) κατά μετοχήν εις τους μετόχους επί της χρήσεως του 1917, πληρωτέον από της 16 Φεβρουαρίου εις τα γραφεία της Εταιρείας. [570, 1570, 815, 1644]
zhteitai-ad: ΖΗΤΕΙΤΑΙ επιστήμων μηχανικός διά Αγγειοπλαστείον εν Χίω. Οι ενδιαφερόμενοι παρακαλούνται να αποτανθώσιν εγγράφως τους όρους των εις τα γραφεία του "Ριζοσπάστη". [10, 153, 310, 197]
italian-socialists-text: ΡΩΜΗ, 15 Φεβρουαρίου. (Τηλ.). Η Ιταλική σοσιαλιστική ένωσις απεφάσισε να μετάσχη του Συνεδρίου των σοσιαλιστών της Αντάντ. Αντιπρόσωποι ωρίσθησαν οι κ.κ. Τουράτι και Τρέβες. [1083, 896, 1599, 925]
proelasis-title: Η ΓΕΡΜΑΝΙΚΗ ΠΡΟΕΛΑΣΙΣ [845, 646, 1039, 663]
lower-center [320, 618, 1064, 1998]
pol-p1: ΠΑΡΙΣΙΟΙ, 15 Φεβρουαρίου. (Τηλεγρ.). Εκ Πετρουπόλεως βεβαιούται ότι τα γερμανικά στρατεύματα προελαύνουσι εντός των ρωσσικών εδαφών. Οι Ρώσσοι ουδεμίαν αντίστασιν προβάλλουσι. [820, 667, 1064, 740]
kaiser-headline-2: ΝΑ ΔΕΧΘΗ ΤΗΝ ΝΙΚΗΝ ΜΑΣ" [646, 412, 1064, 445]
moschos-title: ΜΟΣΧΟΣ [108, 835, 212, 863]
ophthalmika-address: 27 Οδός Μητροπόλεως 27 [104, 811, 216, 823]
ophthalmika-ad [10, 774, 310, 830]
